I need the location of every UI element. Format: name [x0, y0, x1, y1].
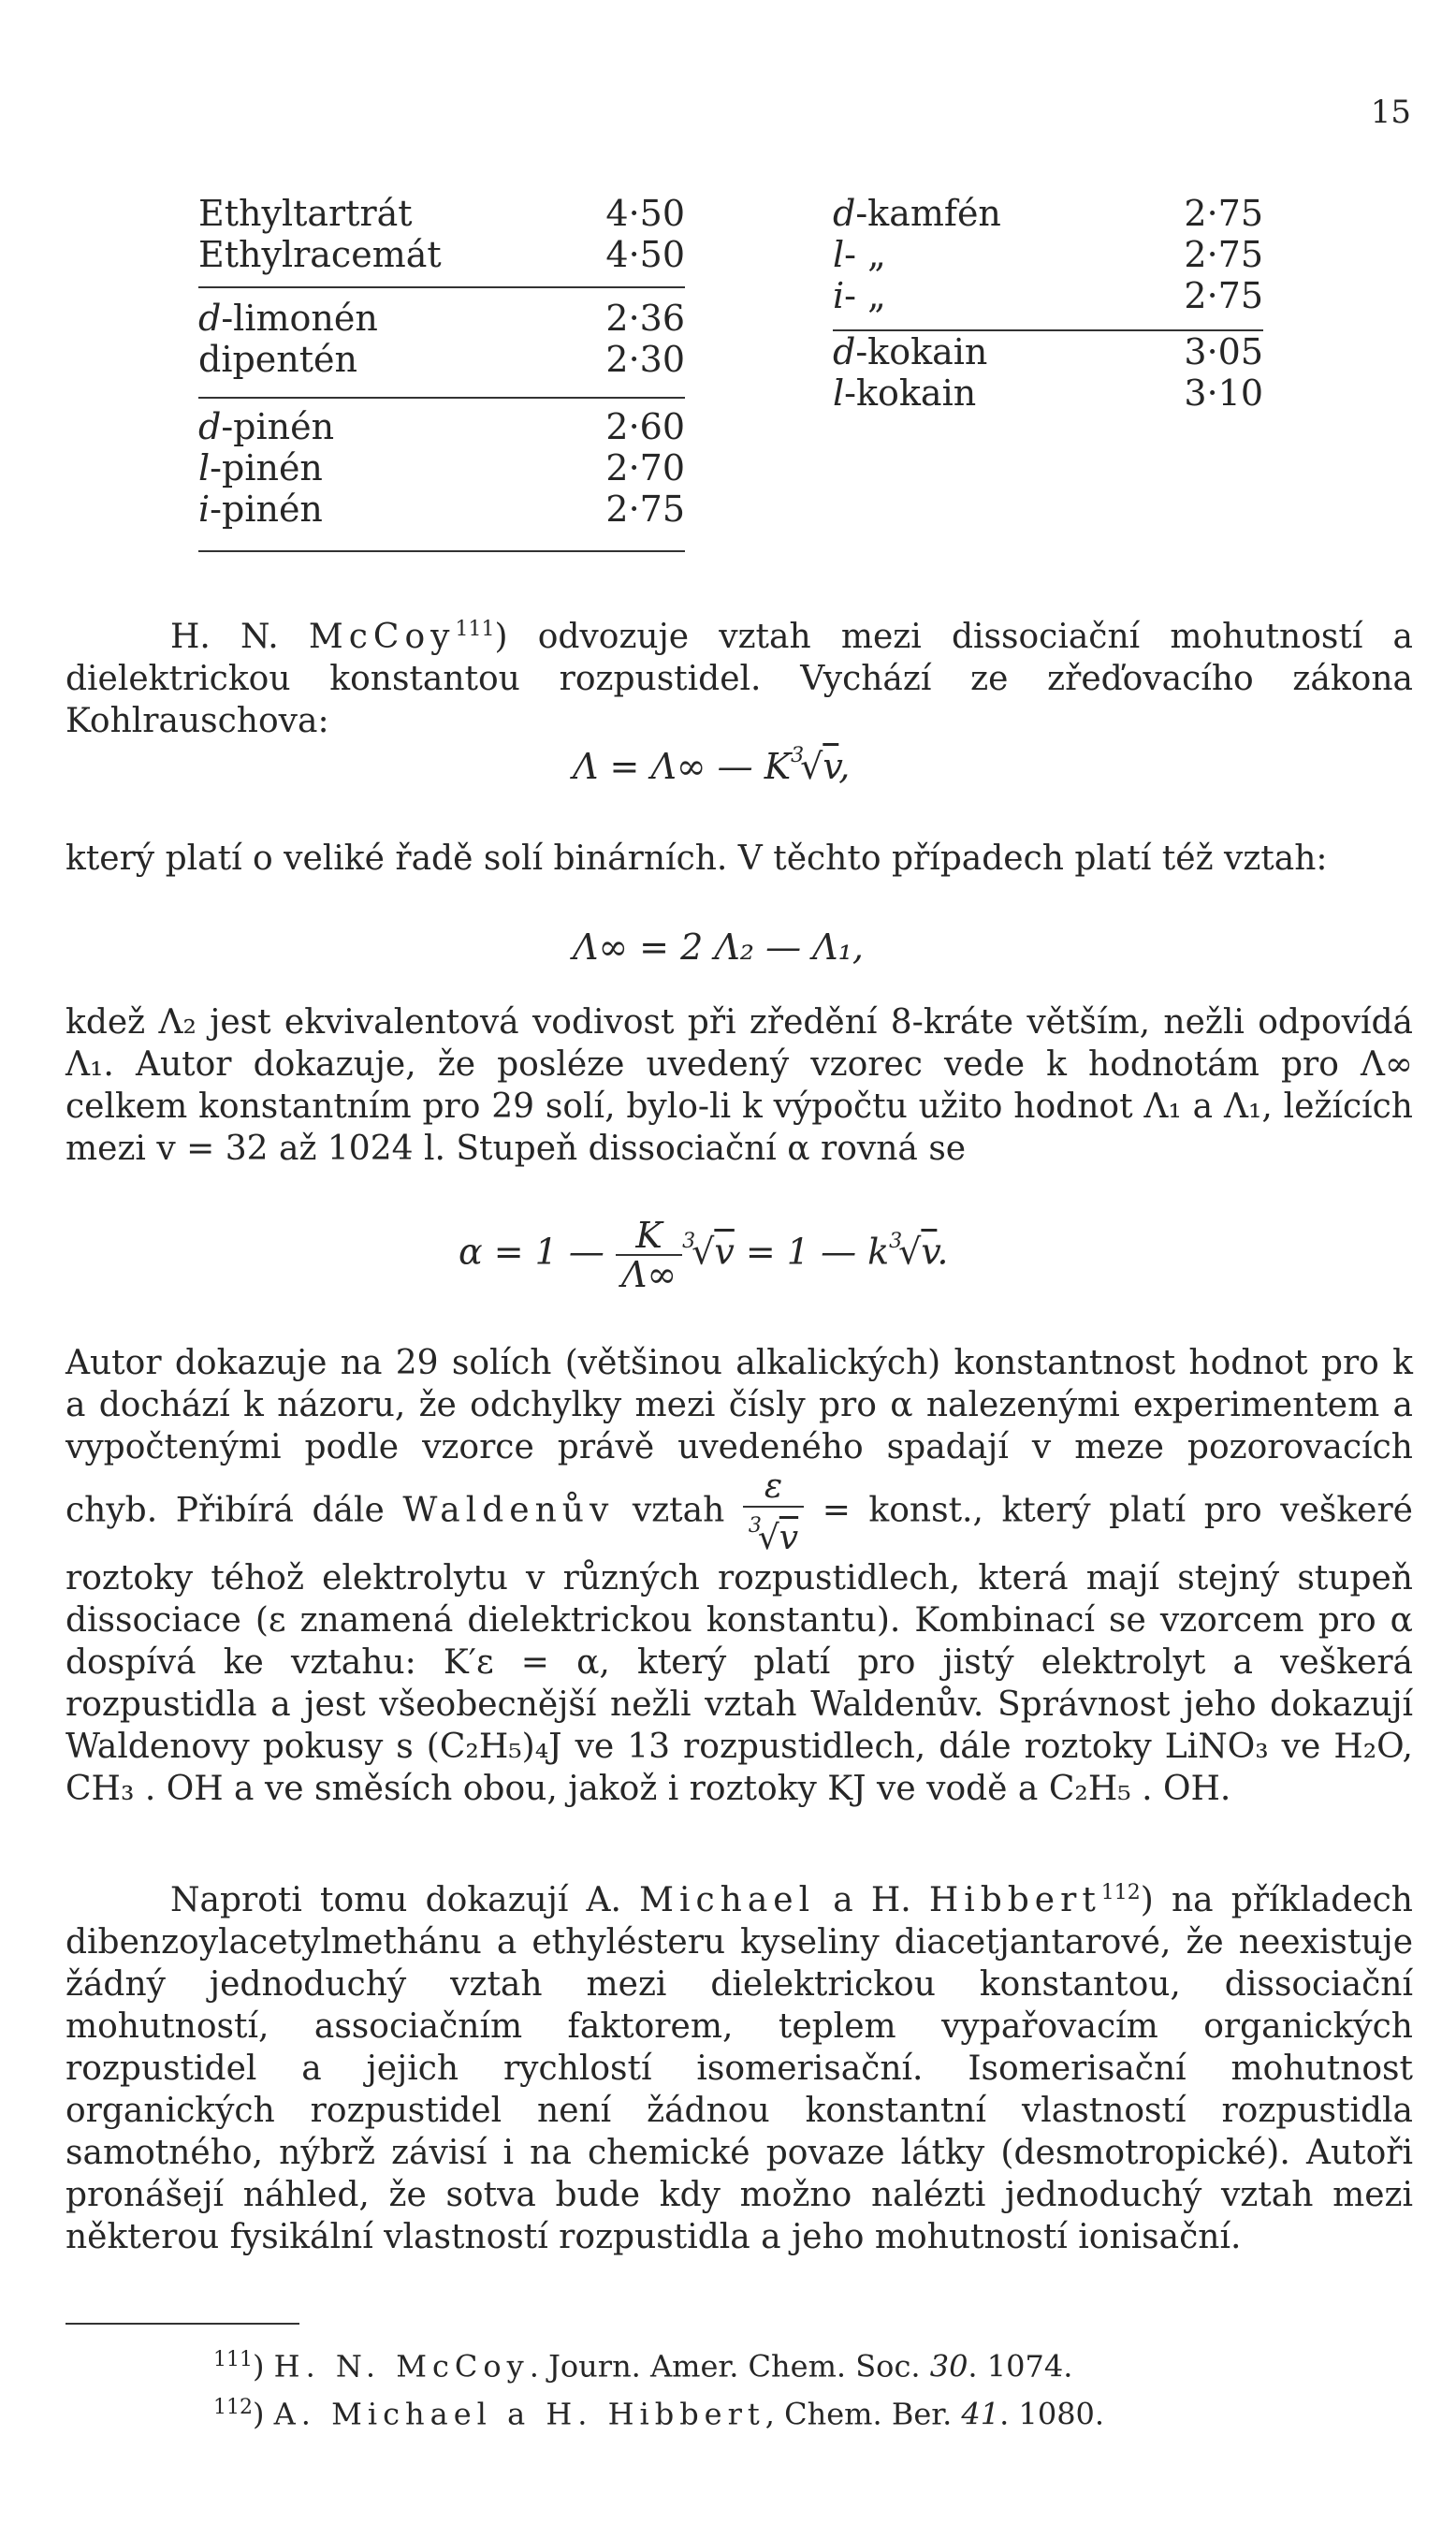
spaced-name: Waldenův: [402, 1491, 615, 1530]
footnote: $^{112}$) A. Michael a H. Hibbert, Chem. Ber. 41. 1080.: [213, 2395, 1105, 2432]
formula-dissociation: α = 1 — $\frac{K}{\Lambda\infty}$ $^3$√v = 1 — $k^3√v$.: [459, 1215, 949, 1295]
footnote-volume: 41: [961, 2396, 1000, 2432]
table-bottom-rule: [198, 550, 685, 552]
paragraph-text: Naproti tomu dokazují A.: [170, 1881, 640, 1919]
row-value: 2·75: [1184, 193, 1263, 234]
paragraph-2: [66, 838, 1413, 880]
row-value: 3·10: [1184, 372, 1263, 414]
row-name: - „: [844, 234, 886, 275]
paragraph-5: [66, 1872, 1413, 2258]
radicand: v: [779, 1519, 799, 1557]
row-value: 2·60: [605, 406, 685, 447]
formula-tail: .: [937, 1231, 949, 1273]
paragraph-4: [66, 1342, 1413, 1810]
table-divider: [198, 397, 685, 399]
table-row: [833, 372, 1263, 414]
formula-lhs: α = 1 —: [459, 1231, 604, 1273]
fraction: [616, 1217, 682, 1293]
table-row: [198, 447, 685, 489]
paragraph-text: kdež Λ₂ jest ekvivalentová vodivost při zředění 8-kráte větším, nežli odpovídá Λ₁. Autor dokazuje, že posléze uvedený vzorec vede k hodnotám pro Λ∞ celkem konstantním pro 29 solí, bylo-li k výpočtu užito hodnot Λ₁ a Λ₁, ležících mezi v = 32 až 1024 l. Stupeň dissociační α rovná se: [66, 1003, 1413, 1168]
row-name: -pinén: [210, 447, 323, 489]
row-prefix: l: [833, 234, 845, 275]
denominator: Λ∞: [621, 1254, 677, 1295]
root-index: 3: [748, 1514, 762, 1538]
row-value: 2·36: [605, 298, 685, 339]
table-row: [198, 298, 685, 339]
footnote-text: . Journ. Amer. Chem. Soc.: [529, 2348, 930, 2385]
footnote-volume: 30: [929, 2348, 968, 2385]
paragraph-text: vztah: [614, 1491, 725, 1530]
row-name: - „: [844, 275, 886, 316]
paragraph-3: [66, 1001, 1413, 1170]
paragraph-1: [66, 608, 1413, 742]
footnote-mark: 111: [213, 2348, 253, 2371]
inline-fraction: [743, 1468, 804, 1557]
table-right: [833, 193, 1263, 414]
row-name: -pinén: [210, 489, 323, 530]
radicand: v: [714, 1231, 735, 1273]
footnote-author: H. N. McCoy: [273, 2348, 530, 2385]
footnote-author: A. Michael a H. Hibbert: [273, 2396, 765, 2432]
table-row: [833, 331, 1263, 372]
row-name: -kokain: [844, 372, 977, 414]
footnote-text: , Chem. Ber.: [764, 2396, 962, 2432]
footnote: $^{111}$) H. N. McCoy. Journ. Amer. Chem. Soc. 30. 1074.: [213, 2348, 1073, 2385]
denominator: $^3$√v: [748, 1514, 799, 1557]
formula-limit: Λ∞ = 2 Λ₂ — Λ₁,: [573, 926, 864, 968]
root-index: 3: [791, 744, 805, 767]
paragraph-text: který platí o veliké řadě solí binárních. V těchto případech platí též vztah:: [66, 839, 1328, 878]
root-index: 3: [682, 1229, 696, 1253]
row-value: 3·05: [1184, 331, 1263, 372]
row-name: Ethyltartrát: [198, 193, 413, 234]
table-divider: [198, 286, 685, 288]
paragraph-text: ) odvozuje vztah mezi dissociační mohutností a dielektrickou konstantou rozpustidel. Vychází ze zřeďovacího zákona Kohlrauschova:: [66, 618, 1413, 740]
table-row: [198, 489, 685, 530]
row-name: -kamfén: [855, 193, 1001, 234]
paragraph-text: Autor dokazuje na 29 solích (většinou alkalických) konstantnost hodnot pro k a dochází k názoru, že odchylky mezi čísly pro α nalezenými experimentem a vypočtenými podle vzorce právě uvedeného spadají v meze pozorovacích chyb. Přibírá dále: [66, 1344, 1413, 1530]
table-row: [198, 406, 685, 447]
paragraph-text: = konst., který platí pro veškeré roztoky téhož elektrolytu v různých rozpustidlech, která mají stejný stupeň dissociace (ε znamená dielektrickou konstantu). Kombinací se vzorcem pro α dospívá ke vztahu: K′ε = α, který platí pro jistý elektrolyt a veškerá rozpustidla a jest všeobecnější nežli vztah Waldenův. Správnost jeho dokazují Waldenovy pokusy s (C₂H₅)₄J ve 13 rozpustidlech, dále roztoky LiNO₃ ve H₂O, CH₃ . OH a ve směsích obou, jakož i roztoky KJ ve vodě a C₂H₅ . OH.: [66, 1491, 1413, 1808]
row-value: 2·75: [1184, 234, 1263, 275]
radicand: v: [823, 746, 839, 787]
row-value: 4·50: [605, 193, 685, 234]
table-left: [198, 193, 685, 530]
author-name: H. N.: [170, 618, 309, 656]
formula-tail: ,: [838, 746, 851, 787]
footnote-page: . 1080.: [999, 2396, 1105, 2432]
row-prefix: d: [833, 331, 856, 372]
footnote-mark: 112: [213, 2395, 253, 2419]
footnote-ref: 111: [455, 618, 495, 641]
row-prefix: l: [833, 372, 845, 414]
row-value: 4·50: [605, 234, 685, 275]
row-value: 2·75: [605, 489, 685, 530]
row-value: 2·30: [605, 339, 685, 380]
row-name: -kokain: [855, 331, 988, 372]
footnote-ref: 112: [1100, 1881, 1141, 1904]
row-value: 2·70: [605, 447, 685, 489]
formula-lhs: Λ = Λ∞ — K: [573, 746, 792, 787]
footnotes: [213, 2340, 1104, 2434]
row-value: 2·75: [1184, 275, 1263, 316]
row-prefix: i: [198, 489, 211, 530]
numerator: ε: [743, 1468, 804, 1508]
radicand: v: [921, 1231, 938, 1273]
table-row: [198, 193, 685, 234]
table-row: [833, 275, 1263, 316]
row-prefix: d: [833, 193, 856, 234]
author-surname: McCoy: [308, 618, 456, 656]
footnote-divider: [66, 2323, 299, 2325]
row-prefix: d: [198, 406, 222, 447]
formula-kohlrausch: Λ = Λ∞ — $K^3√v$,: [573, 744, 851, 787]
spaced-name: Michael: [639, 1881, 816, 1919]
row-name: dipentén: [198, 339, 357, 380]
row-prefix: i: [833, 275, 845, 316]
spaced-name: Hibbert: [928, 1881, 1101, 1919]
row-name: -limonén: [221, 298, 378, 339]
table-row: [198, 339, 685, 380]
table-row: [833, 193, 1263, 234]
table-row: [198, 234, 685, 275]
table-row: [833, 234, 1263, 275]
row-prefix: d: [198, 298, 222, 339]
paragraph-text: a H.: [815, 1881, 929, 1919]
page-number: 15: [1370, 94, 1411, 131]
paragraph-text: ) na příkladech dibenzoylacetylmethánu a ethylésteru kyseliny diacetjantarové, že neexistuje žádný jednoduchý vztah mezi dielektrickou konstantou, dissociační mohutností, associačním faktorem, teplem vypařovacím organických rozpustidel a jejich rychlostí isomerisační. Isomerisační mohutnost organických rozpustidel není žádnou konstantní vlastností rozpustidla samotného, nýbrž závisí i na chemické povaze látky (desmotropické). Autoři pronášejí náhled, že sotva bude kdy možno nalézti jednoduchý vztah mezi některou fysikální vlastností rozpustidla a jeho mohutností ionisační.: [66, 1881, 1413, 2256]
footnote-page: . 1074.: [968, 2348, 1073, 2385]
row-name: Ethylracemát: [198, 234, 442, 275]
root-index: 3: [889, 1229, 903, 1253]
row-name: -pinén: [221, 406, 335, 447]
formula-mid: = 1 — k: [734, 1231, 890, 1273]
numerator: K: [616, 1217, 682, 1256]
row-prefix: l: [198, 447, 211, 489]
